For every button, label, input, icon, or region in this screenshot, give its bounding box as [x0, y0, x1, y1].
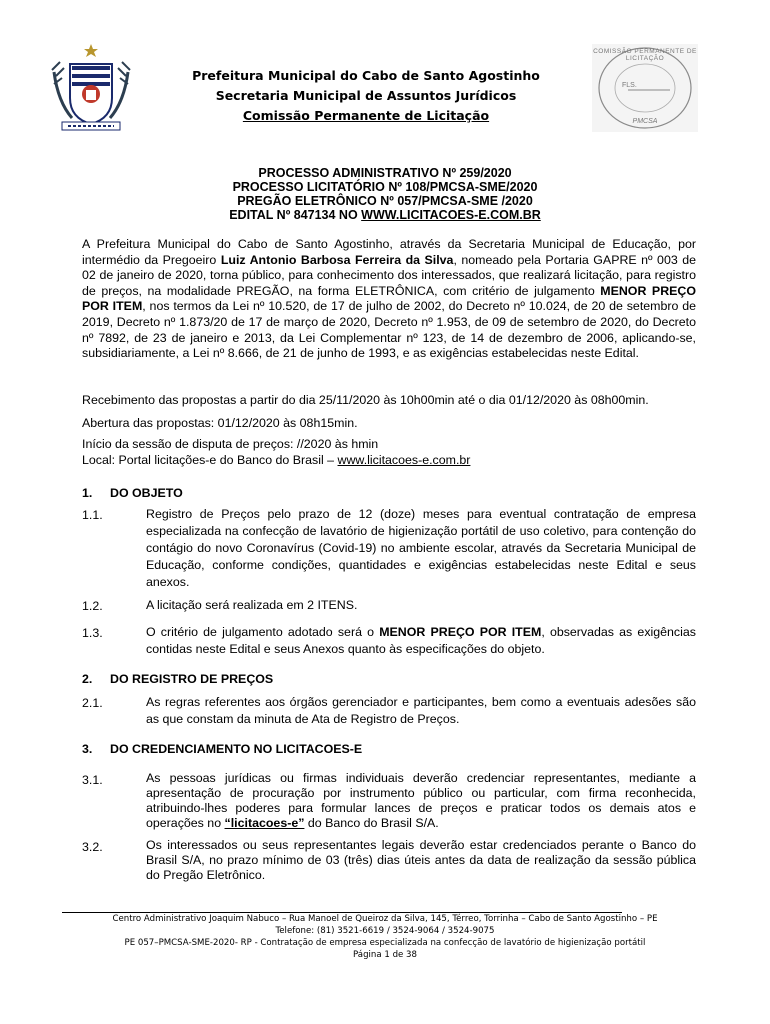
- footer-process-ref: PE 057–PMCSA-SME-2020- RP - Contratação de empresa especializada na confecção de lavatório de higienização portátil: [124, 938, 646, 948]
- municipal-crest-logo: [48, 42, 134, 134]
- item-1-3-text: [146, 624, 696, 658]
- item-3-2-text: Os interessados ou seus representantes legais deverão estar credenciados perante o Banco do Brasil S/A, no prazo mínimo de 03 (três) dias úteis antes da data de realização da sessão pública do Pregão Eletrônico.: [146, 838, 696, 882]
- footer-page-number: Página 1 de 38: [353, 950, 417, 960]
- dates-opening: Abertura das propostas: 01/12/2020 às 08h15min.: [82, 416, 358, 430]
- stamp-fls: FLS.: [622, 82, 637, 89]
- footer-address: Centro Administrativo Joaquim Nabuco – Rua Manoel de Queiroz da Silva, 145, Térreo, Torrinha – Cabo de Santo Agostinho – PE: [112, 914, 658, 924]
- process-licitatorio: PROCESSO LICITATÓRIO Nº 108/PMCSA-SME/2020: [232, 180, 538, 194]
- section-2-number: 2.: [82, 672, 93, 686]
- stamp-bottom: PMCSA: [632, 118, 658, 125]
- section-1-number: 1.: [82, 486, 93, 500]
- intro-text-1: A Prefeitura Municipal do Cabo de Santo Agostinho, através da Secretaria Municipal de Educação, por intermédio da Pregoeiro: [82, 237, 696, 267]
- section-1-title: DO OBJETO: [110, 486, 183, 500]
- header-comissao: [140, 108, 592, 123]
- local-link[interactable]: www.licitacoes-e.com.br: [337, 453, 471, 467]
- item-2-1-text: As regras referentes aos órgãos gerenciador e participantes, bem como a eventuais adesões são as que constam da minuta de Ata de Registro de Preços.: [146, 695, 696, 726]
- item-3-1-text-a: As pessoas jurídicas ou firmas individuais deverão credenciar representantes, mediante a apresentação de procuração por instrumento público ou particular, com firma reconhecida, atribuindo-lhes poderes para formular lances de preços e praticar todos os demais atos e operações no: [146, 771, 696, 830]
- section-3-number: 3.: [82, 742, 93, 756]
- intro-criterion: MENOR PREÇO POR ITEM: [82, 283, 696, 314]
- item-1-2-number: 1.2.: [82, 599, 103, 613]
- item-3-1-licitacoes: “licitacoes-e”: [224, 816, 305, 830]
- section-1-heading: [82, 486, 183, 500]
- item-1-3-text-a: O critério de julgamento adotado será o: [146, 625, 380, 639]
- footer-phone: Telefone: (81) 3521-6619 / 3524-9064 / 3524-9075: [275, 926, 495, 936]
- intro-pregoeiro-name: Luiz Antonio Barbosa Ferreira da Silva: [220, 252, 454, 267]
- item-2-1-number: 2.1.: [82, 696, 103, 710]
- header-secretaria: Secretaria Municipal de Assuntos Jurídicos: [215, 88, 517, 103]
- item-3-1-text-c: do Banco do Brasil S/A.: [304, 816, 439, 830]
- intro-text-2: , nomeado pela Portaria GAPRE nº 003 de 02 de janeiro de 2020, torna público, para conhecimento dos interessados, que realizará licitação, para registro de preços, na modalidade PREGÃO, na forma ELETRÔNICA, com critério de julgamento: [82, 252, 696, 298]
- local-label: Local: Portal licitações-e do Banco do Brasil –: [82, 453, 338, 467]
- intro-text-3: , nos termos da Lei nº 10.520, de 17 de julho de 2002, do Decreto nº 10.024, de 20 de setembro de 2019, Decreto nº 1.873/20 de 17 de março de 2020, Decreto nº 1.953, de 09 de setembro de 2020, do Decreto nº 7892, de 23 de janeiro e 2013, da Lei Complementar nº 123, de 14 de dezembro de 2006, aplicando-se, subsidiariamente, a Lei nº 8.666, de 21 de junho de 1993, e as exigências estabelecidas neste Edital.: [82, 299, 696, 361]
- item-3-1-text: [146, 771, 696, 831]
- item-3-1-number: 3.1.: [82, 773, 103, 787]
- item-1-1-number: 1.1.: [82, 508, 103, 522]
- intro-paragraph: [82, 237, 696, 362]
- process-pregao: PREGÃO ELETRÔNICO Nº 057/PMCSA-SME /2020: [237, 194, 533, 208]
- section-2-heading: [82, 672, 273, 686]
- edital-label: EDITAL Nº 847134 NO: [229, 208, 362, 222]
- item-1-3-text-c: , observadas as exigências contidas neste Edital e seus Anexos quanto às especificações do objeto.: [146, 625, 696, 656]
- section-3-title: DO CREDENCIAMENTO NO LICITACOES-E: [110, 742, 363, 756]
- stamp-ring-text: COMISSÃO PERMANENTE DE LICITAÇÃO: [593, 48, 697, 62]
- item-1-1-text: Registro de Preços pelo prazo de 12 (doze) meses para eventual contratação de empresa especializada na confecção de lavatório de higienização portátil de uso coletivo, para contenção do contágio do novo Coronavírus (Covid-19) no ambiente escolar, através da Secretaria Municipal de Educação, conforme condições, quantidades e exigências estabelecidas neste Edital e seus anexos.: [146, 507, 696, 589]
- footer-divider: [62, 912, 622, 913]
- section-2-title: DO REGISTRO DE PREÇOS: [110, 672, 274, 686]
- process-admin: PROCESSO ADMINISTRATIVO Nº 259/2020: [258, 166, 512, 180]
- section-3-heading: [82, 742, 362, 756]
- header-comissao-text: Comissão Permanente de Licitação: [242, 108, 490, 123]
- dates-session: Início da sessão de disputa de preços: //2020 às hmin: [82, 437, 379, 451]
- commission-stamp: [590, 42, 700, 134]
- header-prefeitura: Prefeitura Municipal do Cabo de Santo Agostinho: [192, 68, 540, 83]
- dates-receipt: Recebimento das propostas a partir do dia 25/11/2020 às 10h00min até o dia 01/12/2020 às 08h00min.: [82, 393, 649, 407]
- item-1-3-criterion: MENOR PREÇO POR ITEM: [379, 625, 542, 639]
- item-1-2-text: A licitação será realizada em 2 ITENS.: [146, 598, 358, 612]
- item-3-2-number: 3.2.: [82, 840, 103, 854]
- edital-link[interactable]: WWW.LICITACOES-E.COM.BR: [361, 208, 541, 222]
- item-1-3-number: 1.3.: [82, 626, 103, 640]
- dates-local: [82, 453, 470, 467]
- process-edital: [80, 208, 690, 222]
